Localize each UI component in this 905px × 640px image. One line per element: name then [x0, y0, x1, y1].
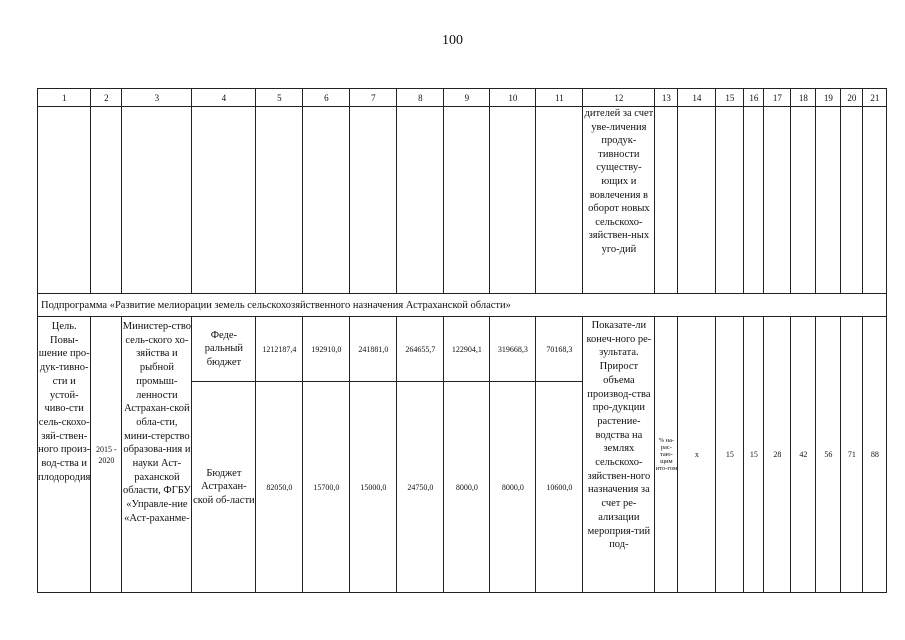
header-cell: 14: [678, 89, 716, 107]
target-cell: х: [678, 317, 716, 593]
header-cell: 16: [744, 89, 764, 107]
header-cell: 2: [91, 89, 122, 107]
header-cell: 12: [583, 89, 655, 107]
amount-cell: 8000,0: [444, 382, 490, 593]
amount-cell: 15700,0: [303, 382, 350, 593]
goal-text: Цель. Повы-шение про-дук-тивно-сти и устой-чиво-сти сель-скохо-зяй-ствен-ного произ-вод-ства и плодородия: [38, 317, 91, 593]
header-cell: 19: [816, 89, 841, 107]
header-cell: 9: [444, 89, 490, 107]
header-cell: 13: [655, 89, 678, 107]
amount-cell: 122904,1: [444, 317, 490, 382]
amount-cell: 24750,0: [397, 382, 444, 593]
header-cell: 5: [256, 89, 303, 107]
indicator-text: Показате-ли конеч-ного ре-зультата. Прирост объема производ-ства про-дукции растение-водства на землях сельскохо-зяйствен-ного назначения за счет ре-ализации мероприя-тий под-: [583, 317, 655, 593]
amount-cell: 10600,0: [536, 382, 583, 593]
amount-cell: 1212187,4: [256, 317, 303, 382]
header-cell: 4: [192, 89, 256, 107]
program-table: [37, 88, 887, 593]
continued-indicator-text: дителей за счет уве-личения продук-тивности существу-ющих и вовлечения в оборот новых сельскохо-зяйствен-ных уго-дий: [583, 107, 655, 294]
funding-source: Феде-ральный бюджет: [192, 317, 256, 382]
years: 2015 - 2020: [91, 317, 122, 593]
header-cell: 20: [841, 89, 863, 107]
federal-row: [38, 317, 887, 382]
header-cell: 10: [490, 89, 536, 107]
target-cell: 15: [716, 317, 744, 593]
target-cell: 88: [863, 317, 887, 593]
header-cell: 8: [397, 89, 444, 107]
subprogram-row: [38, 294, 887, 317]
header-cell: 17: [764, 89, 791, 107]
header-cell: 11: [536, 89, 583, 107]
amount-cell: 70168,3: [536, 317, 583, 382]
header-cell: 21: [863, 89, 887, 107]
continued-row: [38, 107, 887, 294]
header-cell: 15: [716, 89, 744, 107]
header-row: [38, 89, 887, 107]
amount-cell: 264655,7: [397, 317, 444, 382]
header-cell: 7: [350, 89, 397, 107]
page-number: 100: [442, 33, 463, 48]
header-cell: 1: [38, 89, 91, 107]
funding-source: Бюджет Астрахан-ской об-ласти: [192, 382, 256, 593]
subprogram-title: Подпрограмма «Развитие мелиорации земель сельскохозяйственного назначения Астраханской области»: [38, 294, 887, 317]
amount-cell: 8000,0: [490, 382, 536, 593]
amount-cell: 241881,0: [350, 317, 397, 382]
target-cell: 28: [764, 317, 791, 593]
target-cell: 71: [841, 317, 863, 593]
header-cell: 3: [122, 89, 192, 107]
unit-cell: % на-рас-таю-щим ито-гом: [655, 317, 678, 593]
executor-text: Министер-ство сель-ского хо-зяйства и рыбной промыш-ленности Астрахан-ской обла-сти, мини-стерство образова-ния и науки Аст-раханской области, ФГБУ «Управле-ние «Аст-раханме-: [122, 317, 192, 593]
header-cell: 18: [791, 89, 816, 107]
amount-cell: 15000,0: [350, 382, 397, 593]
amount-cell: 82050,0: [256, 382, 303, 593]
target-cell: 56: [816, 317, 841, 593]
amount-cell: 192910,0: [303, 317, 350, 382]
header-cell: 6: [303, 89, 350, 107]
amount-cell: 319668,3: [490, 317, 536, 382]
target-cell: 42: [791, 317, 816, 593]
target-cell: 15: [744, 317, 764, 593]
